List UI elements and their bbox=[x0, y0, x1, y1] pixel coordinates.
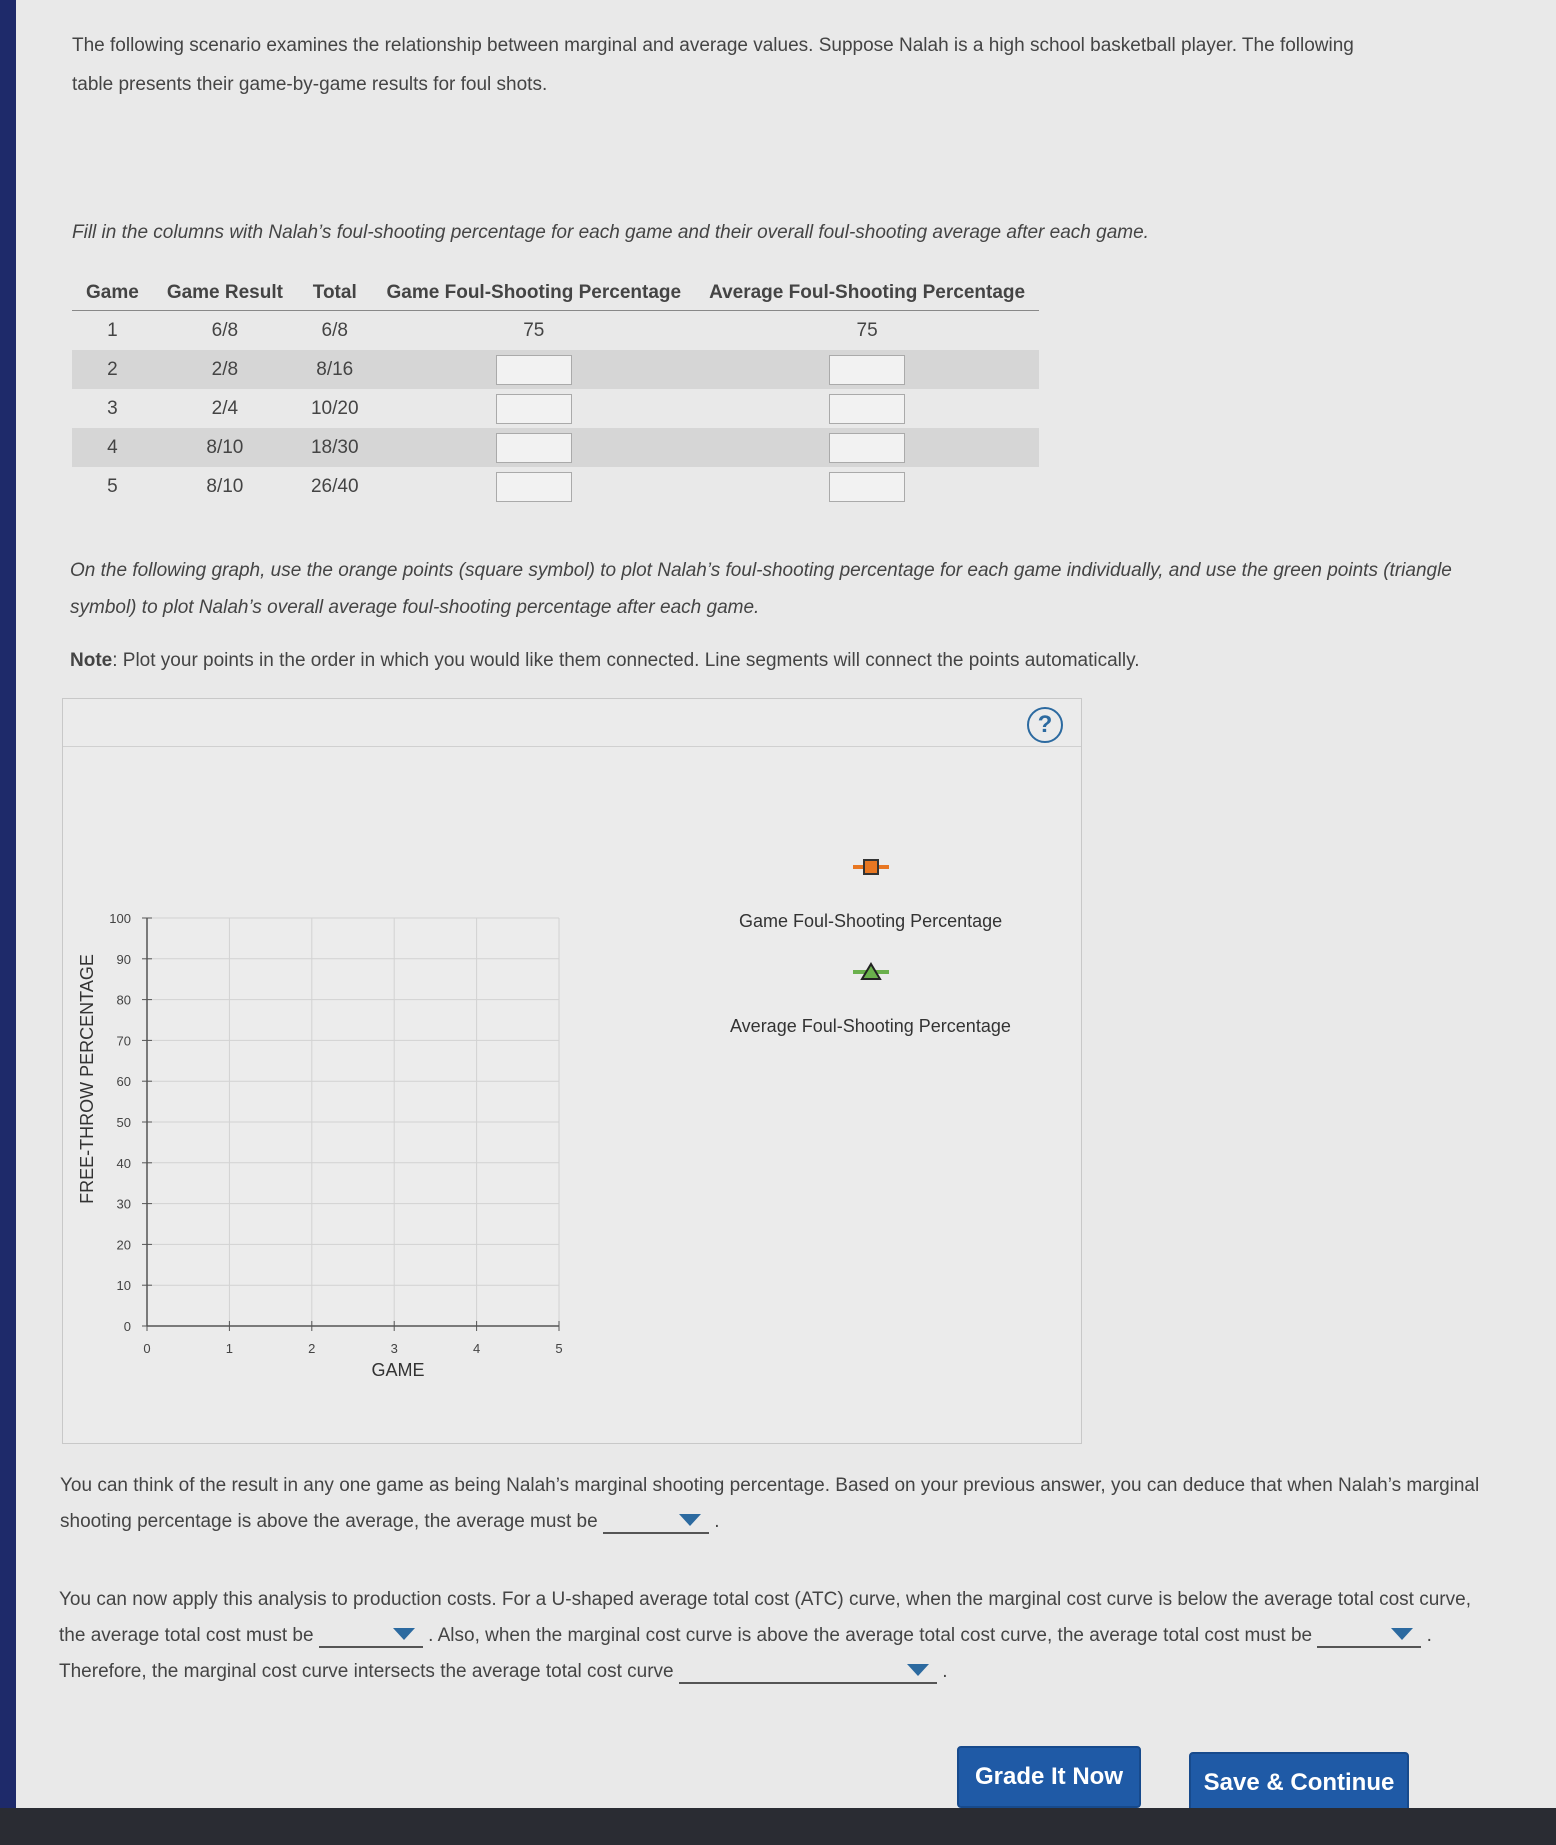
legend-avg-pct-label: Average Foul-Shooting Percentage bbox=[730, 1016, 1011, 1036]
x-axis-label: GAME bbox=[371, 1360, 425, 1380]
game-number: 3 bbox=[107, 397, 118, 419]
chevron-down-icon bbox=[907, 1664, 929, 1676]
question-production-costs bbox=[59, 1582, 1489, 1690]
game-number: 2 bbox=[72, 350, 153, 389]
graph-panel bbox=[62, 698, 1082, 1444]
chevron-down-icon bbox=[679, 1514, 701, 1526]
game-number: 4 bbox=[72, 428, 153, 467]
note-label: Note bbox=[70, 650, 113, 671]
game-number: 1 bbox=[107, 319, 118, 341]
table-row bbox=[72, 389, 1039, 428]
game-pct-input[interactable] bbox=[496, 472, 572, 502]
x-tick-label: 4 bbox=[472, 1341, 481, 1356]
avg-pct-value: 75 bbox=[856, 319, 878, 341]
y-tick-label: 80 bbox=[116, 992, 131, 1008]
game-number: 5 bbox=[107, 475, 118, 497]
help-icon[interactable]: ? bbox=[1027, 707, 1063, 743]
col-header-game-result: Game Result bbox=[153, 276, 297, 311]
results-table bbox=[72, 276, 1039, 506]
intro-text: The following scenario examines the relationship between marginal and average values. Suppose Nalah is a high school basketball player. The following table presents their game-by-game results for foul shots. bbox=[72, 35, 1354, 95]
game-total: 6/8 bbox=[321, 319, 348, 341]
table-instruction: Fill in the columns with Nalah’s foul-shooting percentage for each game and their overall foul-shooting average after each game. bbox=[72, 222, 1149, 243]
note-text bbox=[70, 650, 1140, 672]
game-result: 2/8 bbox=[153, 350, 297, 389]
y-tick-label: 40 bbox=[116, 1155, 131, 1171]
game-result: 6/8 bbox=[211, 319, 239, 341]
save-continue-button[interactable]: Save & Continue bbox=[1189, 1752, 1409, 1814]
question-atc-end: . bbox=[942, 1661, 948, 1682]
avg-pct-input[interactable] bbox=[829, 394, 905, 424]
table-row bbox=[72, 428, 1039, 467]
table-row bbox=[72, 311, 1039, 351]
col-header-game-pct: Game Foul-Shooting Percentage bbox=[373, 276, 696, 311]
y-tick-label: 100 bbox=[109, 911, 131, 926]
game-pct-input[interactable] bbox=[496, 355, 572, 385]
y-tick-label: 10 bbox=[116, 1278, 131, 1294]
legend-game-pct-marker[interactable] bbox=[853, 860, 889, 874]
average-direction-dropdown[interactable] bbox=[603, 1510, 709, 1534]
game-total: 26/40 bbox=[310, 475, 359, 497]
game-result: 8/10 bbox=[206, 475, 244, 497]
x-tick-label: 5 bbox=[555, 1341, 563, 1356]
game-total: 10/20 bbox=[310, 397, 359, 419]
assignment-page bbox=[16, 0, 1556, 1808]
grade-it-now-button[interactable]: Grade It Now bbox=[957, 1746, 1141, 1808]
question-marginal-end: . bbox=[714, 1511, 720, 1532]
x-tick-label: 1 bbox=[225, 1341, 234, 1356]
y-tick-label: 60 bbox=[116, 1074, 131, 1090]
game-total: 18/30 bbox=[297, 428, 373, 467]
graph-instruction: On the following graph, use the orange points (square symbol) to plot Nalah’s foul-shooting percentage for each game individually, and use the green points (triangle symbol) to plot Nalah’s overall average foul-shooting percentage after each game. bbox=[70, 560, 1452, 618]
game-total: 8/16 bbox=[297, 350, 373, 389]
game-pct-input[interactable] bbox=[496, 394, 572, 424]
col-header-avg-pct: Average Foul-Shooting Percentage bbox=[695, 276, 1039, 311]
y-tick-label: 0 bbox=[123, 1319, 131, 1334]
question-atc-text-2: . Also, when the marginal cost curve is above the average total cost curve, the average total cost must be bbox=[428, 1625, 1313, 1646]
game-pct-value: 75 bbox=[523, 319, 545, 341]
table-row bbox=[72, 467, 1039, 506]
y-tick-label: 20 bbox=[116, 1237, 131, 1253]
legend-game-pct-label: Game Foul-Shooting Percentage bbox=[739, 911, 1003, 931]
bottom-bar bbox=[0, 1808, 1556, 1845]
note-body: : Plot your points in the order in which you would like them connected. Line segments will connect the points automatically. bbox=[112, 650, 1140, 671]
game-result: 2/4 bbox=[211, 397, 239, 419]
atc-above-dropdown[interactable] bbox=[1317, 1624, 1421, 1648]
intersection-dropdown[interactable] bbox=[679, 1660, 937, 1684]
legend-avg-pct-marker[interactable] bbox=[853, 964, 889, 979]
x-tick-label: 3 bbox=[390, 1341, 398, 1356]
y-tick-label: 30 bbox=[116, 1196, 131, 1212]
y-tick-label: 90 bbox=[116, 951, 131, 967]
y-tick-label: 50 bbox=[116, 1115, 131, 1130]
col-header-total: Total bbox=[297, 276, 373, 311]
col-header-game: Game bbox=[72, 276, 153, 311]
avg-pct-input[interactable] bbox=[829, 472, 905, 502]
avg-pct-input[interactable] bbox=[829, 433, 905, 463]
game-pct-input[interactable] bbox=[496, 433, 572, 463]
chevron-down-icon bbox=[1391, 1628, 1413, 1640]
x-tick-label: 2 bbox=[308, 1341, 316, 1356]
foul-shooting-chart[interactable] bbox=[63, 699, 1081, 1443]
question-marginal bbox=[60, 1468, 1480, 1540]
avg-pct-input[interactable] bbox=[829, 355, 905, 385]
y-axis-label: FREE-THROW PERCENTAGE bbox=[77, 954, 97, 1204]
x-tick-label: 0 bbox=[143, 1341, 151, 1356]
game-result: 8/10 bbox=[153, 428, 297, 467]
question-atc-text-1: You can now apply this analysis to production costs. For a U-shaped average total cost (ATC) curve, when the marginal cost curve is below the average total cost curve, the average total cost must be bbox=[59, 1589, 1471, 1646]
y-tick-label: 70 bbox=[116, 1033, 131, 1049]
atc-below-dropdown[interactable] bbox=[319, 1624, 423, 1648]
chevron-down-icon bbox=[393, 1628, 415, 1640]
question-marginal-text: You can think of the result in any one game as being Nalah’s marginal shooting percentage. Based on your previous answer, you can deduce that when Nalah’s marginal shooting percentage is above the average, the average must be bbox=[60, 1475, 1480, 1532]
table-row bbox=[72, 350, 1039, 389]
question-atc-text-3: . Therefore, the marginal cost curve intersects the average total cost curve bbox=[59, 1625, 1432, 1682]
